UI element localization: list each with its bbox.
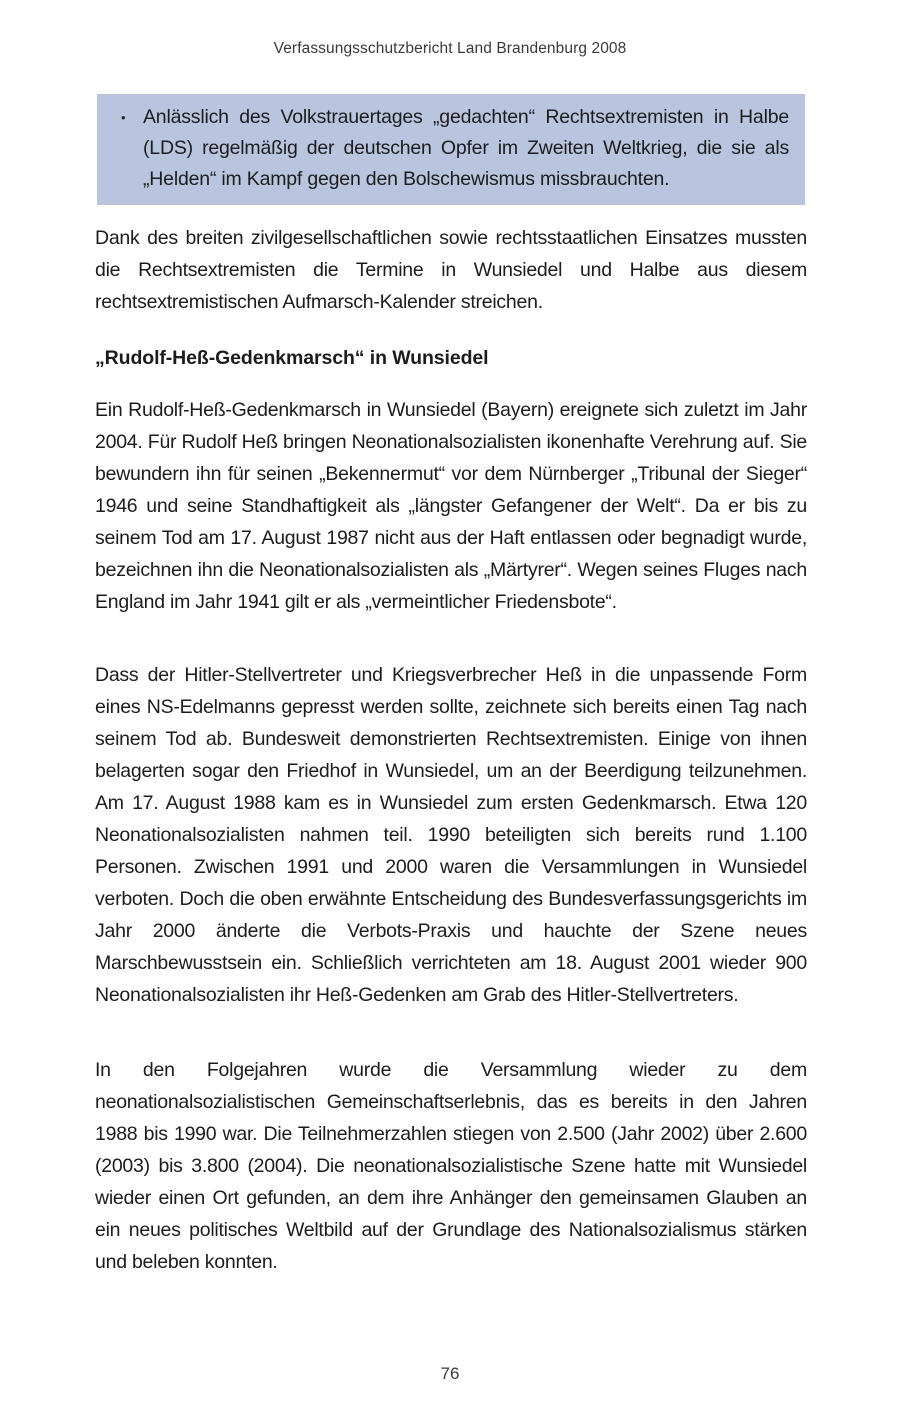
intro-block bbox=[95, 222, 807, 318]
body-paragraph: In den Folgejahren wurde die Versammlung wieder zu dem neonationalsozialistischen Gemeinschaftserlebnis, das es bereits in den Jahren 1988 bis 1990 war. Die Teilnehmerzahlen stiegen von 2.500 (Jahr 2002) über 2.600 (2003) bis 3.800 (2004). Die neonationalsozialistische Szene hatte mit Wunsiedel wieder einen Ort gefunden, an dem ihre Anhänger den gemeinsamen Glauben an ein neues politisches Weltbild auf der Grundlage des Nationalsozialismus stärken und beleben konnten. bbox=[95, 1059, 807, 1273]
body-paragraph: Ein Rudolf-Heß-Gedenkmarsch in Wunsiedel (Bayern) ereignete sich zuletzt im Jahr 2004. Für Rudolf Heß bringen Neonationalsozialisten ikonenhafte Verehrung auf. Sie bewundern ihn für seinen „Bekennermut“ vor dem Nürnberger „Tribunal der Sieger“ 1946 und seine Standhaftigkeit als „längster Gefangener der Welt“. Da er bis zu seinem Tod am 17. August 1987 nicht aus der Haft entlassen oder begnadigt wurde, bezeichnen ihn die Neonationalsozialisten als „Märtyrer“. Wegen seines Fluges nach England im Jahr 1941 gilt er als „vermeintlicher Friedensbote“. bbox=[95, 399, 807, 613]
body-paragraph: Dass der Hitler-Stellvertreter und Kriegsverbrecher Heß in die unpassende Form eines NS-Edelmanns gepresst werden sollte, zeichnete sich bereits einen Tag nach seinem Tod ab. Bundesweit demonstrierten Rechtsextremisten. Einige von ihnen belagerten sogar den Friedhof in Wunsiedel, um an der Beerdigung teilzunehmen. Am 17. August 1988 kam es in Wunsiedel zum ersten Gedenkmarsch. Etwa 120 Neonationalsozialisten nahmen teil. 1990 beteiligten sich bereits rund 1.100 Personen. Zwischen 1991 und 2000 waren die Versammlungen in Wunsiedel verboten. Doch die oben erwähnte Entscheidung des Bundesverfassungsgerichts im Jahr 2000 änderte die Verbots-Praxis und hauchte der Szene neues Marschbewusstsein ein. Schließlich verrichteten am 18. August 2001 wieder 900 Neonationalsozialisten ihr Heß-Gedenken am Grab des Hitler-Stellvertreters. bbox=[95, 664, 807, 1006]
section-paragraph-block-3 bbox=[95, 1054, 807, 1278]
running-header: Verfassungsschutzbericht Land Brandenburg 2008 bbox=[273, 40, 627, 57]
highlight-box bbox=[97, 94, 805, 205]
bullet-icon: • bbox=[121, 110, 126, 125]
section-paragraph-block-2 bbox=[95, 659, 807, 1011]
section-paragraph-block-1 bbox=[95, 394, 807, 618]
callout-text: Anlässlich des Volkstrauertages „gedachten“ Rechtsextremisten in Halbe (LDS) regelmäßig der deutschen Opfer im Zweiten Weltkrieg, die sie als „Helden“ im Kampf gegen den Bolschewismus missbrauchten. bbox=[143, 106, 789, 190]
section-heading: „Rudolf-Heß-Gedenkmarsch“ in Wunsiedel bbox=[95, 347, 489, 369]
page-number: 76 bbox=[440, 1364, 460, 1383]
intro-paragraph: Dank des breiten zivilgesellschaftlichen sowie rechtsstaatlichen Einsatzes mussten die Rechtsextremisten die Termine in Wunsiedel und Halbe aus diesem rechtsextremistischen Aufmarsch-Kalender streichen. bbox=[95, 227, 807, 313]
